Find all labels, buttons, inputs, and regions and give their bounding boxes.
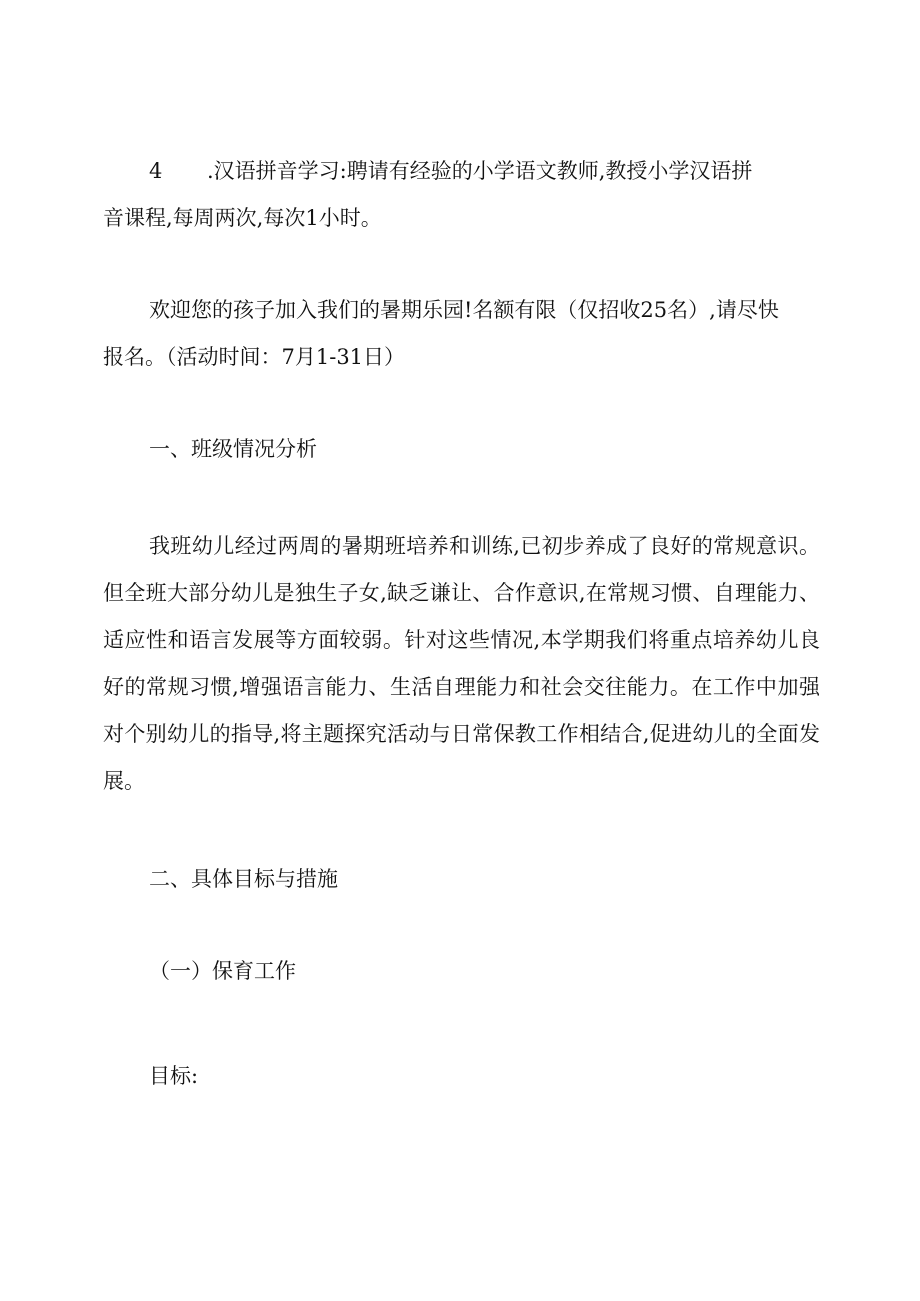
item-4-line-1 (149, 148, 752, 195)
welcome-line-1: 欢迎您的孩子加入我们的暑期乐园!名额有限（仅招收25名）,请尽快 (149, 298, 779, 322)
welcome-line-2: 报名。（活动时间：7月1-31日） (103, 345, 406, 369)
class-analysis-paragraph: 我班幼儿经过两周的暑期班培养和训练,已初步养成了良好的常规意识。但全班大部分幼儿是独生子女,缺乏谦让、合作意识,在常规习惯、自理能力、适应性和语言发展等方面较弱。针对这些情况,本学期我们将重点培养幼儿良好的常规习惯,增强语言能力、生活自理能力和社会交往能力。在工作中加强对个别幼儿的指导,将主题探究活动与日常保教工作相结合,促进幼儿的全面发展。 (103, 534, 820, 793)
goal-label: 目标: (149, 1064, 199, 1088)
subheading-childcare-work: （一）保育工作 (149, 959, 296, 983)
item-4-text: .汉语拼音学习:聘请有经验的小学语文教师,教授小学汉语拼 (207, 159, 753, 183)
section-heading-class-analysis: 一、班级情况分析 (149, 437, 317, 461)
item-4-line-2: 音课程,每周两次,每次1小时。 (103, 206, 382, 230)
section-heading-goals-measures: 二、具体目标与措施 (149, 867, 338, 891)
item-number: 4 (149, 159, 163, 183)
